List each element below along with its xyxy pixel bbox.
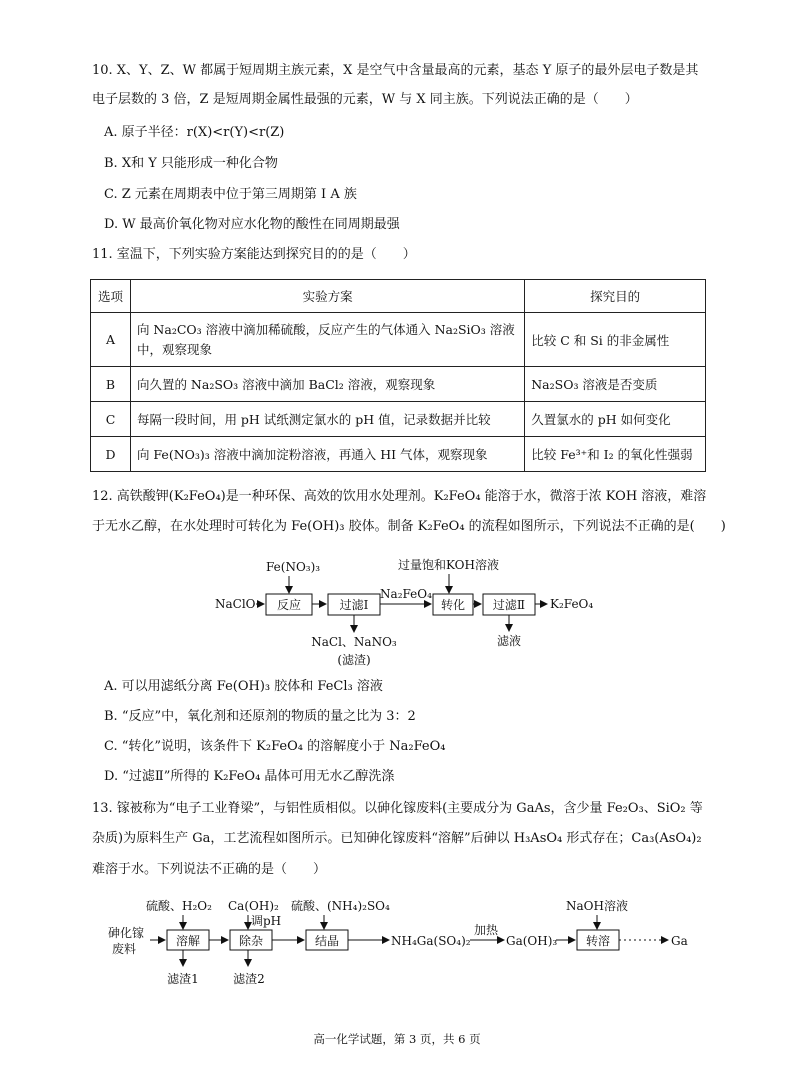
q13-start-line1: 砷化镓 bbox=[108, 926, 145, 940]
q13-reagent4: NaOH溶液 bbox=[566, 899, 628, 913]
table-row bbox=[91, 402, 706, 437]
q12-residue1-note: (滤渣) bbox=[337, 653, 371, 667]
q12-stem-line2: 于无水乙醇，在水处理时可转化为 Fe(OH)₃ 胶体。制备 K₂FeO₄ 的流程如图所示，下列说法不正确的是( ) bbox=[92, 519, 726, 534]
q11-stem: 11. 室温下，下列实验方案能达到探究目的的是（ ） bbox=[92, 247, 416, 262]
q12-option-c: C. “转化”说明，该条件下 K₂FeO₄ 的溶解度小于 Na₂FeO₄ bbox=[104, 739, 446, 754]
q13-residue1: 滤渣1 bbox=[167, 972, 199, 986]
table-row bbox=[91, 437, 706, 472]
q13-mid2: Ga(OH)₃ bbox=[506, 934, 558, 948]
table-header: 选项 bbox=[91, 280, 131, 313]
q10-stem-line1: 10. X、Y、Z、W 都属于短周期主族元素，X 是空气中含量最高的元素，基态 Y 原子的最外层电子数是其 bbox=[92, 63, 699, 78]
q13-box-dissolve-label: 溶解 bbox=[175, 934, 201, 948]
q12-start-naclo: NaClO bbox=[215, 597, 256, 611]
q13-reagent1: 硫酸、H₂O₂ bbox=[146, 899, 212, 913]
q10-option-a: A. 原子半径：r(X)<r(Y)<r(Z) bbox=[104, 125, 285, 140]
q12-box-reaction bbox=[266, 594, 312, 615]
experiment-table bbox=[90, 279, 706, 472]
table-cell: C bbox=[91, 402, 131, 437]
table-cell: 比较 C 和 Si 的非金属性 bbox=[525, 313, 706, 367]
q13-reagent2: Ca(OH)₂ bbox=[228, 899, 279, 913]
q12-residue2: 滤液 bbox=[496, 634, 522, 648]
table-cell: 向久置的 Na₂SO₃ 溶液中滴加 BaCl₂ 溶液，观察现象 bbox=[130, 367, 524, 402]
q13-box-crystallize-label: 结晶 bbox=[314, 934, 340, 948]
table-cell: 向 Na₂CO₃ 溶液中滴加稀硫酸，反应产生的气体通入 Na₂SiO₃ 溶液中，观察现象 bbox=[130, 313, 524, 367]
q12-box-filter2 bbox=[483, 594, 535, 615]
table-cell: B bbox=[91, 367, 131, 402]
q13-box-dissolve bbox=[167, 930, 209, 950]
q13-reagent2-note: 调pH bbox=[251, 914, 282, 928]
q13-stem-line2: 杂质)为原料生产 Ga，工艺流程如图所示。已知砷化镓废料“溶解”后砷以 H₃AsO₄ 形式存在；Ca₃(AsO₄)₂ bbox=[92, 831, 702, 846]
q13-product: Ga bbox=[671, 934, 688, 948]
q13-residue2: 滤渣2 bbox=[233, 972, 265, 986]
q13-stem-line1: 13. 镓被称为“电子工业脊梁”，与铝性质相似。以砷化镓废料(主要成分为 GaAs，含少量 Fe₂O₃、SiO₂ 等 bbox=[92, 801, 703, 816]
page-footer: 高一化学试题，第 3 页，共 6 页 bbox=[313, 1032, 481, 1046]
table-cell: A bbox=[91, 313, 131, 367]
q13-box-redissolve bbox=[577, 930, 619, 950]
table-row bbox=[91, 367, 706, 402]
table-header: 实验方案 bbox=[130, 280, 524, 313]
q12-box-filter2-label: 过滤Ⅱ bbox=[492, 598, 526, 612]
q12-input-fe-nitrate: Fe(NO₃)₃ bbox=[266, 560, 321, 574]
q13-heat: 加热 bbox=[473, 923, 499, 937]
table-header-row bbox=[91, 280, 706, 313]
table-cell: 久置氯水的 pH 如何变化 bbox=[525, 402, 706, 437]
q10-stem-line2: 电子层数的 3 倍，Z 是短周期金属性最强的元素，W 与 X 同主族。下列说法正确的是（ ） bbox=[92, 92, 638, 107]
q13-reagent3: 硫酸、(NH₄)₂SO₄ bbox=[291, 899, 390, 913]
table-header: 探究目的 bbox=[525, 280, 706, 313]
table-cell: 向 Fe(NO₃)₃ 溶液中滴加淀粉溶液，再通入 HI 气体，观察现象 bbox=[130, 437, 524, 472]
q10-option-d: D. W 最高价氧化物对应水化物的酸性在同周期最强 bbox=[104, 217, 400, 232]
q12-residue1: NaCl、NaNO₃ bbox=[311, 635, 397, 649]
table-cell: D bbox=[91, 437, 131, 472]
q12-product: K₂FeO₄ bbox=[550, 597, 594, 611]
q12-box-filter1 bbox=[328, 594, 380, 615]
q12-stem-line1: 12. 高铁酸钾(K₂FeO₄)是一种环保、高效的饮用水处理剂。K₂FeO₄ 能溶于水，微溶于浓 KOH 溶液，难溶 bbox=[92, 489, 707, 504]
q12-reagent-koh: 过量饱和KOH溶液 bbox=[398, 558, 499, 572]
q10-option-b: B. X和 Y 只能形成一种化合物 bbox=[104, 156, 278, 171]
q10-option-c: C. Z 元素在周期表中位于第三周期第 Ⅰ A 族 bbox=[104, 187, 357, 202]
q13-mid1: NH₄Ga(SO₄)₂ bbox=[391, 934, 471, 948]
table-cell: 每隔一段时间，用 pH 试纸测定氯水的 pH 值，记录数据并比较 bbox=[130, 402, 524, 437]
q12-option-d: D. “过滤Ⅱ”所得的 K₂FeO₄ 晶体可用无水乙醇洗涤 bbox=[104, 769, 395, 784]
q13-box-purify bbox=[230, 930, 272, 950]
q12-option-a: A. 可以用滤纸分离 Fe(OH)₃ 胶体和 FeCl₃ 溶液 bbox=[104, 679, 383, 694]
q12-box-reaction-label: 反应 bbox=[276, 598, 302, 612]
q12-box-convert bbox=[433, 594, 473, 615]
q13-start-line2: 废料 bbox=[112, 942, 137, 956]
q13-box-crystallize bbox=[306, 930, 348, 950]
table-row bbox=[91, 313, 706, 367]
q13-box-redissolve-label: 转溶 bbox=[585, 934, 611, 948]
q12-option-b: B. “反应”中，氧化剂和还原剂的物质的量之比为 3：2 bbox=[104, 709, 416, 724]
q12-box-filter1-label: 过滤Ⅰ bbox=[339, 598, 369, 612]
q13-box-purify-label: 除杂 bbox=[238, 934, 264, 948]
q12-box-convert-label: 转化 bbox=[440, 598, 466, 612]
table-cell: Na₂SO₃ 溶液是否变质 bbox=[525, 367, 706, 402]
q12-mid-na2feo4: Na₂FeO₄ bbox=[380, 587, 432, 601]
q13-stem-line3: 难溶于水。下列说法不正确的是（ ） bbox=[92, 862, 327, 877]
table-cell: 比较 Fe³⁺和 I₂ 的氧化性强弱 bbox=[525, 437, 706, 472]
